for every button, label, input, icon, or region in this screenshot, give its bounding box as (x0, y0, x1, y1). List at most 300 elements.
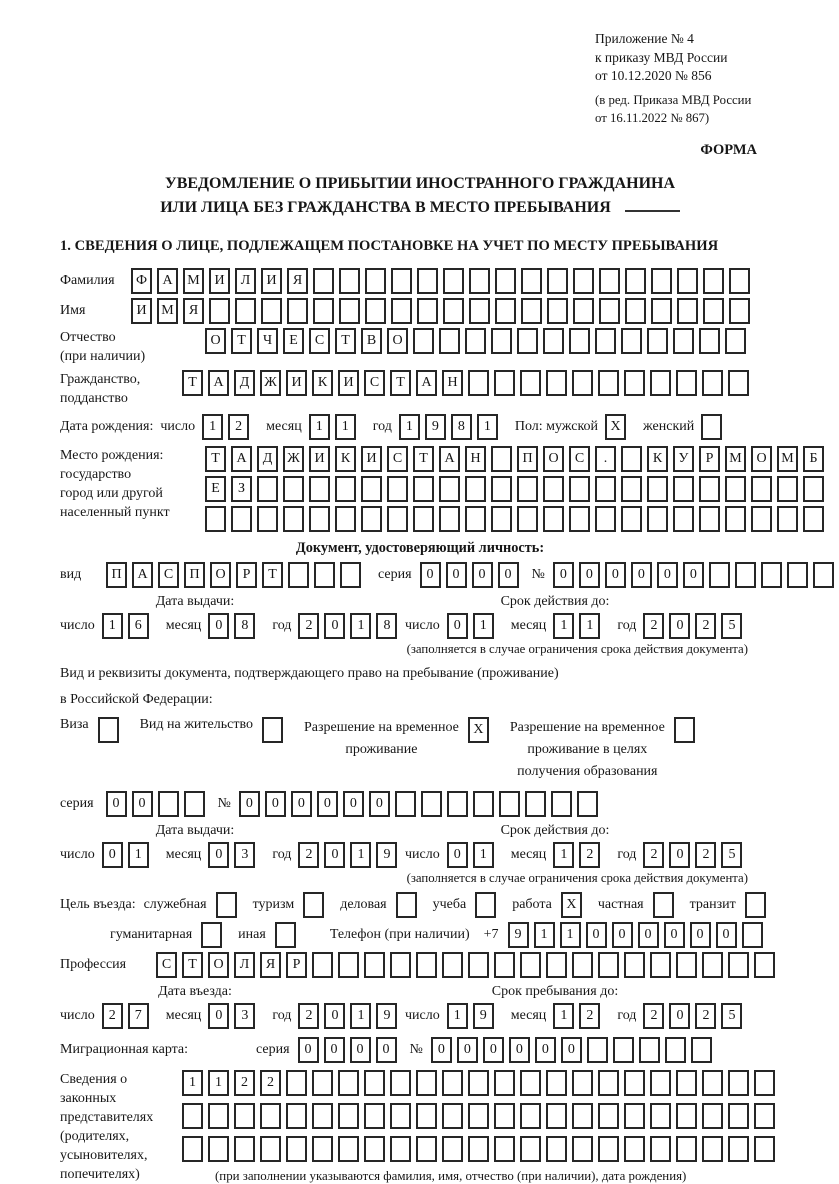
issue-day-cell[interactable]: 6 (128, 613, 149, 639)
name-cell[interactable] (573, 298, 594, 324)
phone-cell[interactable]: 0 (638, 922, 659, 948)
doc-type-cell[interactable]: А (132, 562, 153, 588)
representative-cell[interactable] (234, 1103, 255, 1129)
birth-place-cell[interactable]: Т (413, 446, 434, 472)
phone-cell[interactable] (742, 922, 763, 948)
migration-number-cell[interactable] (613, 1037, 634, 1063)
birth-place-cell[interactable]: Е (205, 476, 226, 502)
doc-type-cell[interactable] (288, 562, 309, 588)
representative-cell[interactable] (728, 1136, 749, 1162)
entry-day-cell[interactable]: 2 (102, 1003, 123, 1029)
birth-place-cell[interactable] (465, 476, 486, 502)
representative-cell[interactable] (468, 1136, 489, 1162)
stay-month-cell[interactable]: 1 (553, 1003, 574, 1029)
name-cell[interactable] (209, 298, 230, 324)
birth-place-cell[interactable]: У (673, 446, 694, 472)
birth-place-cell[interactable] (621, 476, 642, 502)
birth-place-cell[interactable] (699, 476, 720, 502)
migration-number-cell[interactable] (691, 1037, 712, 1063)
citizenship-cell[interactable]: С (364, 370, 385, 396)
surname-cell[interactable] (729, 268, 750, 294)
birth-place-cell[interactable] (595, 506, 616, 532)
representative-cell[interactable] (338, 1103, 359, 1129)
issue-day-cell[interactable]: 1 (128, 842, 149, 868)
name-cell[interactable] (339, 298, 360, 324)
name-cell[interactable] (235, 298, 256, 324)
representative-cell[interactable] (624, 1136, 645, 1162)
representative-cell[interactable] (702, 1070, 723, 1096)
stay-year-cell[interactable]: 5 (721, 1003, 742, 1029)
profession-cell[interactable] (442, 952, 463, 978)
birth-month-cell[interactable]: 1 (335, 414, 356, 440)
issue-year-cell[interactable]: 9 (376, 842, 397, 868)
profession-cell[interactable] (572, 952, 593, 978)
patronymic-cell[interactable] (413, 328, 434, 354)
representative-cell[interactable] (312, 1103, 333, 1129)
valid-year-cell[interactable]: 5 (721, 613, 742, 639)
representative-cell[interactable] (442, 1103, 463, 1129)
name-cell[interactable]: Я (183, 298, 204, 324)
representative-cell[interactable] (598, 1103, 619, 1129)
valid-day-cell[interactable]: 1 (473, 842, 494, 868)
profession-cell[interactable] (468, 952, 489, 978)
patronymic-cell[interactable]: В (361, 328, 382, 354)
valid-year-cell[interactable]: 0 (669, 613, 690, 639)
birth-place-cell[interactable] (387, 476, 408, 502)
birth-place-cell[interactable] (777, 506, 798, 532)
entry-month-cell[interactable]: 3 (234, 1003, 255, 1029)
birth-day-cell[interactable]: 1 (202, 414, 223, 440)
representative-cell[interactable] (312, 1070, 333, 1096)
profession-cell[interactable] (650, 952, 671, 978)
birth-year-cell[interactable]: 9 (425, 414, 446, 440)
citizenship-cell[interactable] (494, 370, 515, 396)
name-cell[interactable] (495, 298, 516, 324)
citizenship-cell[interactable] (520, 370, 541, 396)
patronymic-cell[interactable] (673, 328, 694, 354)
birth-place-cell[interactable]: О (751, 446, 772, 472)
residence-number-cell[interactable]: 0 (239, 791, 260, 817)
birth-place-cell[interactable] (803, 506, 824, 532)
representative-cell[interactable] (416, 1070, 437, 1096)
birth-place-cell[interactable] (647, 476, 668, 502)
citizenship-cell[interactable] (546, 370, 567, 396)
surname-cell[interactable] (443, 268, 464, 294)
birth-place-cell[interactable]: И (361, 446, 382, 472)
representative-cell[interactable] (442, 1070, 463, 1096)
phone-cell[interactable]: 0 (690, 922, 711, 948)
birth-place-cell[interactable] (725, 506, 746, 532)
citizenship-cell[interactable] (676, 370, 697, 396)
migration-number-cell[interactable]: 0 (457, 1037, 478, 1063)
patronymic-cell[interactable]: О (387, 328, 408, 354)
doc-type-cell[interactable]: О (210, 562, 231, 588)
birth-place-cell[interactable] (335, 506, 356, 532)
representative-cell[interactable] (598, 1136, 619, 1162)
profession-cell[interactable] (520, 952, 541, 978)
patronymic-cell[interactable]: Е (283, 328, 304, 354)
representative-cell[interactable] (286, 1070, 307, 1096)
birth-place-cell[interactable] (413, 476, 434, 502)
patronymic-cell[interactable] (569, 328, 590, 354)
valid-year-cell[interactable]: 2 (643, 842, 664, 868)
phone-cell[interactable]: 0 (612, 922, 633, 948)
residence-number-cell[interactable] (395, 791, 416, 817)
birth-place-cell[interactable] (361, 506, 382, 532)
representative-cell[interactable] (364, 1070, 385, 1096)
surname-cell[interactable] (547, 268, 568, 294)
profession-cell[interactable] (494, 952, 515, 978)
representative-cell[interactable] (624, 1070, 645, 1096)
doc-type-cell[interactable]: П (106, 562, 127, 588)
surname-cell[interactable]: Л (235, 268, 256, 294)
representative-cell[interactable] (728, 1103, 749, 1129)
stay-day-cell[interactable]: 9 (473, 1003, 494, 1029)
profession-cell[interactable]: Т (182, 952, 203, 978)
surname-cell[interactable]: Ф (131, 268, 152, 294)
birth-place-cell[interactable] (283, 506, 304, 532)
birth-place-cell[interactable] (569, 506, 590, 532)
representative-cell[interactable] (676, 1103, 697, 1129)
citizenship-cell[interactable]: А (208, 370, 229, 396)
purpose-checkbox[interactable] (201, 922, 222, 948)
surname-cell[interactable] (521, 268, 542, 294)
patronymic-cell[interactable]: Т (231, 328, 252, 354)
purpose-checkbox[interactable] (475, 892, 496, 918)
birth-place-cell[interactable]: Б (803, 446, 824, 472)
representative-cell[interactable] (520, 1103, 541, 1129)
birth-place-cell[interactable] (387, 506, 408, 532)
patronymic-cell[interactable]: Ч (257, 328, 278, 354)
birth-place-cell[interactable] (517, 476, 538, 502)
purpose-checkbox[interactable] (653, 892, 674, 918)
birth-place-cell[interactable] (777, 476, 798, 502)
birth-place-cell[interactable] (491, 476, 512, 502)
birth-place-cell[interactable]: Д (257, 446, 278, 472)
issue-year-cell[interactable]: 0 (324, 842, 345, 868)
stay-month-cell[interactable]: 2 (579, 1003, 600, 1029)
doc-number-cell[interactable] (813, 562, 834, 588)
name-cell[interactable] (469, 298, 490, 324)
doc-series-cell[interactable]: 0 (498, 562, 519, 588)
surname-cell[interactable] (677, 268, 698, 294)
citizenship-cell[interactable] (650, 370, 671, 396)
birth-place-cell[interactable] (491, 506, 512, 532)
representative-cell[interactable]: 2 (260, 1070, 281, 1096)
migration-number-cell[interactable] (639, 1037, 660, 1063)
residence-number-cell[interactable] (473, 791, 494, 817)
doc-series-cell[interactable]: 0 (420, 562, 441, 588)
birth-place-cell[interactable] (465, 506, 486, 532)
doc-number-cell[interactable]: 0 (683, 562, 704, 588)
representative-cell[interactable] (364, 1103, 385, 1129)
birth-place-cell[interactable] (621, 446, 642, 472)
patronymic-cell[interactable] (621, 328, 642, 354)
representative-cell[interactable] (650, 1136, 671, 1162)
residence-number-cell[interactable]: 0 (317, 791, 338, 817)
representative-cell[interactable] (546, 1070, 567, 1096)
surname-cell[interactable] (703, 268, 724, 294)
citizenship-cell[interactable] (624, 370, 645, 396)
entry-day-cell[interactable]: 7 (128, 1003, 149, 1029)
representative-cell[interactable] (390, 1070, 411, 1096)
doc-number-cell[interactable] (761, 562, 782, 588)
birth-place-cell[interactable]: М (777, 446, 798, 472)
phone-cell[interactable]: 0 (664, 922, 685, 948)
valid-year-cell[interactable]: 2 (695, 842, 716, 868)
birth-place-cell[interactable]: К (335, 446, 356, 472)
birth-place-cell[interactable] (413, 506, 434, 532)
migration-series-cell[interactable]: 0 (324, 1037, 345, 1063)
residence-number-cell[interactable]: 0 (343, 791, 364, 817)
birth-place-cell[interactable] (595, 476, 616, 502)
residence-number-cell[interactable]: 0 (291, 791, 312, 817)
phone-cell[interactable]: 9 (508, 922, 529, 948)
representative-cell[interactable] (390, 1103, 411, 1129)
representative-cell[interactable] (494, 1103, 515, 1129)
stay-year-cell[interactable]: 2 (643, 1003, 664, 1029)
representative-cell[interactable] (754, 1103, 775, 1129)
representative-cell[interactable] (494, 1136, 515, 1162)
birth-place-cell[interactable] (751, 506, 772, 532)
birth-place-cell[interactable] (205, 506, 226, 532)
representative-cell[interactable] (286, 1103, 307, 1129)
citizenship-cell[interactable]: Н (442, 370, 463, 396)
representative-cell[interactable] (650, 1103, 671, 1129)
representative-cell[interactable] (572, 1103, 593, 1129)
doc-number-cell[interactable]: 0 (553, 562, 574, 588)
stay-year-cell[interactable]: 0 (669, 1003, 690, 1029)
entry-year-cell[interactable]: 0 (324, 1003, 345, 1029)
issue-year-cell[interactable]: 1 (350, 842, 371, 868)
name-cell[interactable] (625, 298, 646, 324)
doc-number-cell[interactable] (787, 562, 808, 588)
residence-number-cell[interactable] (577, 791, 598, 817)
issue-day-cell[interactable]: 1 (102, 613, 123, 639)
doc-type-cell[interactable]: Р (236, 562, 257, 588)
representative-cell[interactable]: 2 (234, 1070, 255, 1096)
temp-residence-checkbox[interactable]: X (468, 717, 489, 743)
birth-place-cell[interactable]: П (517, 446, 538, 472)
representative-cell[interactable]: 1 (182, 1070, 203, 1096)
residence-permit-checkbox[interactable] (262, 717, 283, 743)
representative-cell[interactable] (676, 1070, 697, 1096)
representative-cell[interactable] (416, 1103, 437, 1129)
migration-number-cell[interactable]: 0 (509, 1037, 530, 1063)
valid-month-cell[interactable]: 2 (579, 842, 600, 868)
doc-number-cell[interactable] (735, 562, 756, 588)
doc-series-cell[interactable]: 0 (446, 562, 467, 588)
purpose-checkbox[interactable] (303, 892, 324, 918)
stay-day-cell[interactable]: 1 (447, 1003, 468, 1029)
residence-series-cell[interactable]: 0 (132, 791, 153, 817)
birth-place-cell[interactable]: К (647, 446, 668, 472)
valid-day-cell[interactable]: 1 (473, 613, 494, 639)
representative-cell[interactable] (676, 1136, 697, 1162)
doc-type-cell[interactable]: П (184, 562, 205, 588)
birth-place-cell[interactable] (361, 476, 382, 502)
citizenship-cell[interactable] (468, 370, 489, 396)
representative-cell[interactable] (468, 1070, 489, 1096)
birth-year-cell[interactable]: 1 (477, 414, 498, 440)
birth-place-cell[interactable] (673, 506, 694, 532)
valid-day-cell[interactable]: 0 (447, 842, 468, 868)
birth-place-cell[interactable] (647, 506, 668, 532)
migration-series-cell[interactable]: 0 (350, 1037, 371, 1063)
name-cell[interactable] (287, 298, 308, 324)
surname-cell[interactable] (651, 268, 672, 294)
migration-number-cell[interactable]: 0 (431, 1037, 452, 1063)
birth-place-cell[interactable] (283, 476, 304, 502)
residence-number-cell[interactable] (525, 791, 546, 817)
representative-cell[interactable] (338, 1136, 359, 1162)
representative-cell[interactable] (754, 1136, 775, 1162)
birth-place-cell[interactable]: Ж (283, 446, 304, 472)
birth-year-cell[interactable]: 8 (451, 414, 472, 440)
representative-cell[interactable] (416, 1136, 437, 1162)
migration-number-cell[interactable]: 0 (535, 1037, 556, 1063)
representative-cell[interactable] (572, 1136, 593, 1162)
doc-number-cell[interactable]: 0 (579, 562, 600, 588)
migration-series-cell[interactable]: 0 (376, 1037, 397, 1063)
birth-place-cell[interactable] (439, 506, 460, 532)
patronymic-cell[interactable] (647, 328, 668, 354)
representative-cell[interactable] (598, 1070, 619, 1096)
profession-cell[interactable] (598, 952, 619, 978)
phone-cell[interactable]: 1 (560, 922, 581, 948)
purpose-checkbox[interactable] (745, 892, 766, 918)
residence-number-cell[interactable] (499, 791, 520, 817)
profession-cell[interactable] (390, 952, 411, 978)
issue-month-cell[interactable]: 0 (208, 613, 229, 639)
birth-place-cell[interactable] (257, 506, 278, 532)
birth-day-cell[interactable]: 2 (228, 414, 249, 440)
representative-cell[interactable] (624, 1103, 645, 1129)
surname-cell[interactable]: Я (287, 268, 308, 294)
phone-cell[interactable]: 0 (716, 922, 737, 948)
doc-number-cell[interactable]: 0 (631, 562, 652, 588)
citizenship-cell[interactable]: К (312, 370, 333, 396)
representative-cell[interactable] (546, 1136, 567, 1162)
name-cell[interactable] (443, 298, 464, 324)
representative-cell[interactable]: 1 (208, 1070, 229, 1096)
citizenship-cell[interactable]: И (338, 370, 359, 396)
representative-cell[interactable] (442, 1136, 463, 1162)
doc-type-cell[interactable] (340, 562, 361, 588)
entry-year-cell[interactable]: 2 (298, 1003, 319, 1029)
birth-place-cell[interactable] (803, 476, 824, 502)
birth-year-cell[interactable]: 1 (399, 414, 420, 440)
birth-place-cell[interactable] (543, 506, 564, 532)
representative-cell[interactable] (702, 1136, 723, 1162)
representative-cell[interactable] (520, 1070, 541, 1096)
doc-type-cell[interactable]: Т (262, 562, 283, 588)
name-cell[interactable] (391, 298, 412, 324)
surname-cell[interactable] (469, 268, 490, 294)
profession-cell[interactable] (676, 952, 697, 978)
surname-cell[interactable] (599, 268, 620, 294)
doc-number-cell[interactable] (709, 562, 730, 588)
residence-series-cell[interactable] (184, 791, 205, 817)
male-checkbox[interactable]: X (605, 414, 626, 440)
valid-month-cell[interactable]: 1 (579, 613, 600, 639)
profession-cell[interactable] (312, 952, 333, 978)
birth-place-cell[interactable] (309, 506, 330, 532)
migration-series-cell[interactable]: 0 (298, 1037, 319, 1063)
issue-year-cell[interactable]: 2 (298, 613, 319, 639)
birth-place-cell[interactable]: А (439, 446, 460, 472)
surname-cell[interactable]: М (183, 268, 204, 294)
name-cell[interactable] (365, 298, 386, 324)
surname-cell[interactable] (391, 268, 412, 294)
issue-year-cell[interactable]: 8 (376, 613, 397, 639)
citizenship-cell[interactable]: И (286, 370, 307, 396)
visa-checkbox[interactable] (98, 717, 119, 743)
surname-cell[interactable] (573, 268, 594, 294)
migration-number-cell[interactable] (665, 1037, 686, 1063)
citizenship-cell[interactable] (728, 370, 749, 396)
surname-cell[interactable] (365, 268, 386, 294)
representative-cell[interactable] (364, 1136, 385, 1162)
name-cell[interactable] (729, 298, 750, 324)
name-cell[interactable] (677, 298, 698, 324)
birth-place-cell[interactable]: И (309, 446, 330, 472)
patronymic-cell[interactable] (699, 328, 720, 354)
doc-number-cell[interactable]: 0 (605, 562, 626, 588)
birth-place-cell[interactable] (725, 476, 746, 502)
citizenship-cell[interactable] (572, 370, 593, 396)
representative-cell[interactable] (260, 1103, 281, 1129)
representative-cell[interactable] (312, 1136, 333, 1162)
issue-month-cell[interactable]: 0 (208, 842, 229, 868)
birth-place-cell[interactable]: М (725, 446, 746, 472)
representative-cell[interactable] (286, 1136, 307, 1162)
birth-place-cell[interactable] (309, 476, 330, 502)
residence-number-cell[interactable]: 0 (369, 791, 390, 817)
birth-place-cell[interactable]: А (231, 446, 252, 472)
birth-place-cell[interactable]: С (387, 446, 408, 472)
representative-cell[interactable] (546, 1103, 567, 1129)
representative-cell[interactable] (468, 1103, 489, 1129)
female-checkbox[interactable] (701, 414, 722, 440)
profession-cell[interactable] (364, 952, 385, 978)
representative-cell[interactable] (182, 1103, 203, 1129)
issue-year-cell[interactable]: 0 (324, 613, 345, 639)
valid-month-cell[interactable]: 1 (553, 613, 574, 639)
birth-place-cell[interactable] (257, 476, 278, 502)
purpose-checkbox[interactable] (396, 892, 417, 918)
patronymic-cell[interactable]: С (309, 328, 330, 354)
profession-cell[interactable]: Л (234, 952, 255, 978)
representative-cell[interactable] (728, 1070, 749, 1096)
name-cell[interactable] (547, 298, 568, 324)
surname-cell[interactable] (313, 268, 334, 294)
birth-place-cell[interactable] (751, 476, 772, 502)
birth-place-cell[interactable] (673, 476, 694, 502)
surname-cell[interactable] (495, 268, 516, 294)
representative-cell[interactable] (520, 1136, 541, 1162)
issue-month-cell[interactable]: 3 (234, 842, 255, 868)
representative-cell[interactable] (234, 1136, 255, 1162)
doc-number-cell[interactable]: 0 (657, 562, 678, 588)
patronymic-cell[interactable] (439, 328, 460, 354)
doc-series-cell[interactable]: 0 (472, 562, 493, 588)
patronymic-cell[interactable] (543, 328, 564, 354)
purpose-checkbox[interactable]: X (561, 892, 582, 918)
patronymic-cell[interactable] (595, 328, 616, 354)
purpose-checkbox[interactable] (216, 892, 237, 918)
edu-residence-checkbox[interactable] (674, 717, 695, 743)
